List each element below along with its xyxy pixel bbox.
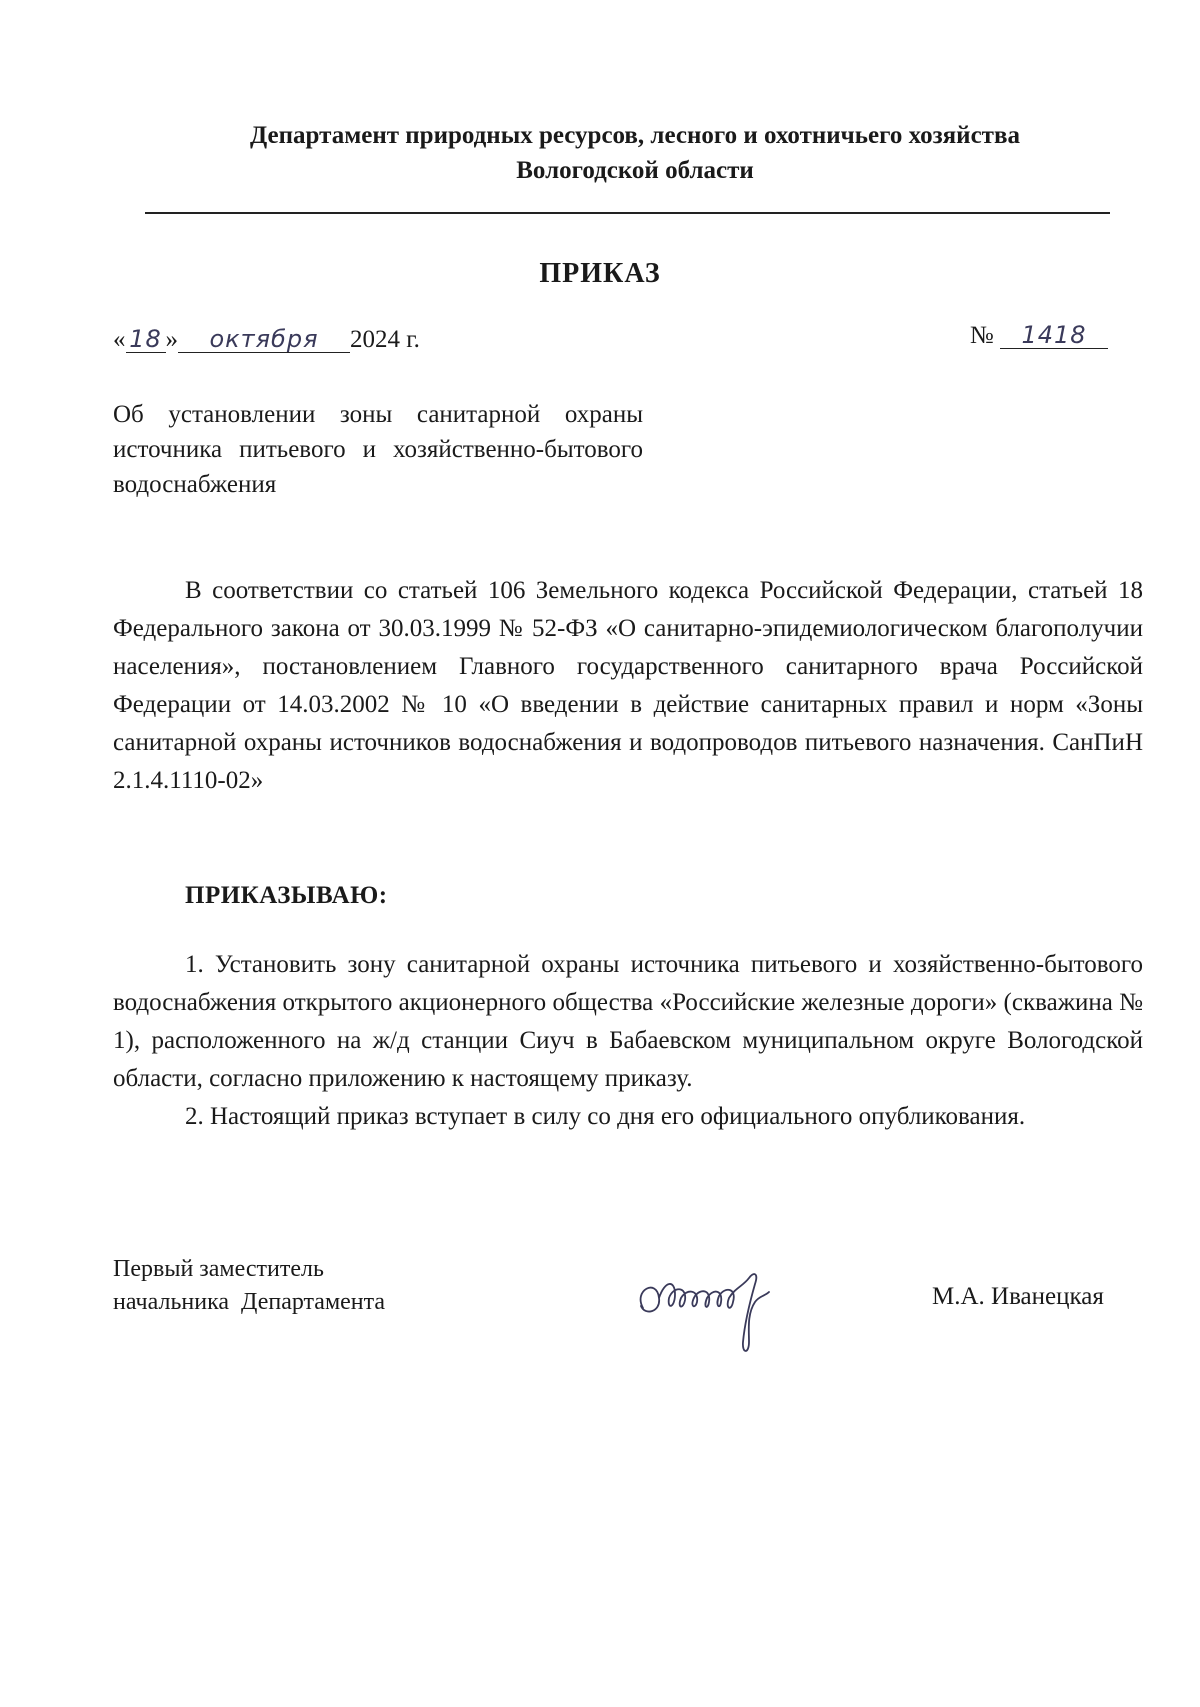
document-title: ПРИКАЗ — [539, 258, 661, 289]
order-subject: Об установлении зоны санитарной охраны источника питьевого и хозяйственно-бытового водоснабжения — [113, 401, 643, 498]
order-date — [113, 326, 420, 354]
position-line-1: Первый заместитель — [113, 1256, 324, 1282]
department-name: Департамент природных ресурсов, лесного и охотничьего хозяйства — [250, 122, 1020, 149]
department-header — [140, 118, 1130, 188]
number-value: 1418 — [1000, 322, 1108, 349]
date-month: октября — [178, 326, 350, 353]
date-day: 18 — [126, 326, 166, 353]
order-item-1: 1. Установить зону санитарной охраны источника питьевого и хозяйственно-бытового водоснабжения открытого акционерного общества «Российские железные дороги» (скважина № 1), расположенного на ж/д станции Сиуч в Бабаевском муниципальном округе Вологодской области, согласно приложению к настоящему приказу. — [113, 951, 1143, 1092]
signatory-position — [113, 1253, 385, 1319]
order-items — [113, 946, 1143, 1136]
order-number — [970, 322, 1108, 350]
position-line-2: начальника Департамента — [113, 1289, 386, 1315]
signatory-name: М.А. Иванецкая — [932, 1283, 1104, 1310]
department-region: Вологодской области — [516, 157, 754, 184]
preamble-paragraph: В соответствии со статьей 106 Земельного кодекса Российской Федерации, статьей 18 Федерального закона от 30.03.1999 № 52-ФЗ «О санитарно-эпидемиологическом благополучии населения», постановлением Главного государственного санитарного врача Российской Федерации от 14.03.2002 № 10 «О введении в действие санитарных правил и норм «Зоны санитарной охраны источников водоснабжения и водопроводов питьевого назначения. СанПиН 2.1.4.1110-02» — [113, 577, 1143, 794]
date-year: 2024 г. — [350, 326, 420, 353]
header-divider — [145, 212, 1110, 214]
order-item-2: 2. Настоящий приказ вступает в силу со дня его официального опубликования. — [185, 1103, 1026, 1130]
number-sign: № — [969, 322, 994, 349]
date-open-quote: « — [113, 326, 126, 353]
order-directive: ПРИКАЗЫВАЮ: — [185, 882, 388, 909]
preamble-block — [113, 572, 1143, 800]
date-close-quote: » — [165, 326, 178, 353]
handwritten-signature — [625, 1250, 815, 1360]
